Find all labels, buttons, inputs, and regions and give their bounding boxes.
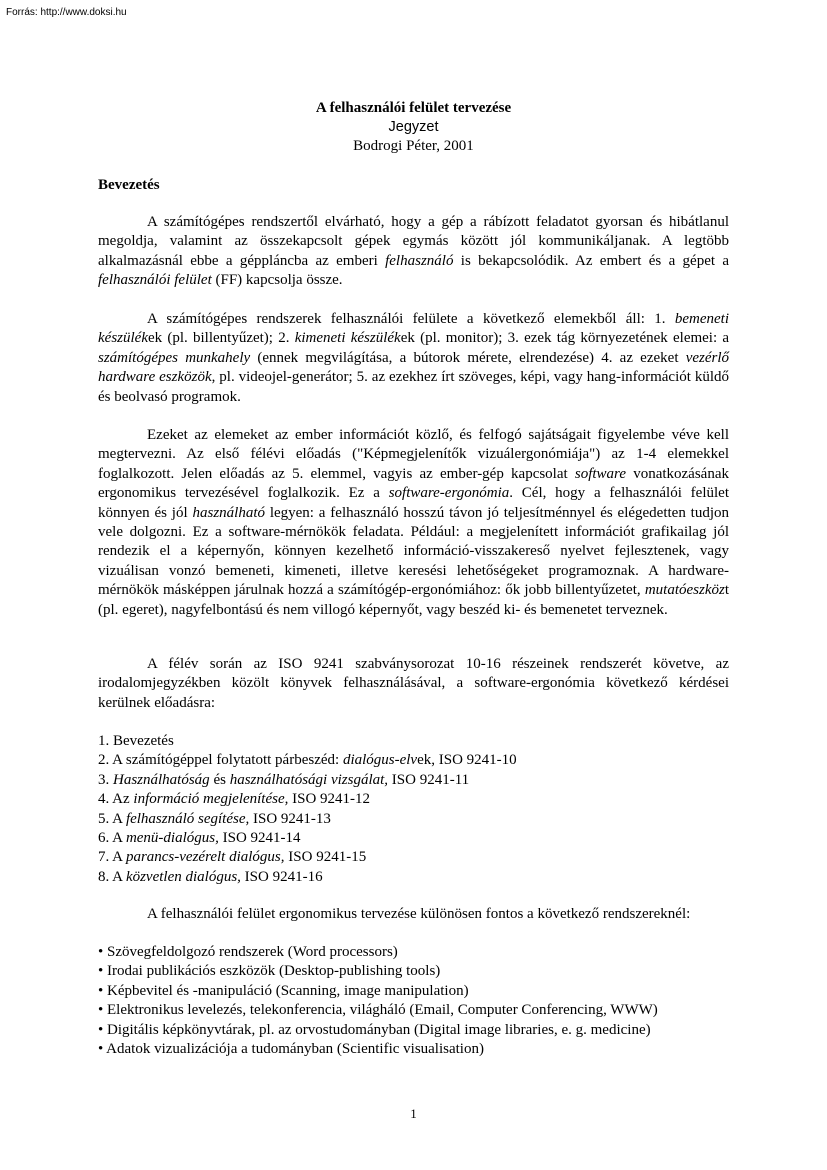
list-item: 8. A közvetlen dialógus, ISO 9241-16 xyxy=(98,868,323,885)
list-item: 3. Használhatóság és használhatósági vizsgálat, ISO 9241-11 xyxy=(98,771,470,788)
list-item: 1. Bevezetés xyxy=(98,733,174,749)
list-item: • Digitális képkönyvtárak, pl. az orvostudományban (Digital image libraries, e. g. medicine) xyxy=(98,1021,651,1038)
paragraph-4: A félév során az ISO 9241 szabványsorozat 10-16 részeinek rendszerét követve, az irodalomjegyzékben közölt könyvek felhasználásával, a software-ergonómia következő kérdései kerülnek előadásra: xyxy=(98,656,729,711)
section-heading: Bevezetés xyxy=(98,177,160,193)
systems-list xyxy=(98,943,729,1059)
list-item: 4. Az információ megjelenítése, ISO 9241-12 xyxy=(98,791,371,808)
list-item: • Szövegfeldolgozó rendszerek (Word processors) xyxy=(98,944,398,960)
document-title: A felhasználói felület tervezése xyxy=(315,100,512,116)
paragraph-1: A számítógépes rendszertől elvárható, hogy a gép a rábízott feladatot gyorsan és hibátlanul megoldja, valamint az összekapcsolt gépek egymás között jól kommunikáljanak. A legtöbb alkalmazásnál ebbe a géppláncba az emberi felhasználó is bekapcsolódik. Az embert és a gépet a felhasználói felület (FF) kapcsolja össze. xyxy=(98,214,729,289)
topic-list xyxy=(98,732,729,887)
list-item: 7. A parancs-vezérelt dialógus, ISO 9241-15 xyxy=(98,849,367,866)
document-subtitle: Jegyzet xyxy=(388,119,439,135)
list-item: 6. A menü-dialógus, ISO 9241-14 xyxy=(98,830,301,847)
list-item: • Adatok vizualizációja a tudományban (Scientific visualisation) xyxy=(98,1041,484,1058)
list-item: 5. A felhasználó segítése, ISO 9241-13 xyxy=(98,810,331,827)
list-item: 2. A számítógéppel folytatott párbeszéd: dialógus-elvek, ISO 9241-10 xyxy=(98,752,517,769)
list-item: • Irodai publikációs eszközök (Desktop-publishing tools) xyxy=(98,963,441,980)
page-number: 1 xyxy=(410,1106,417,1121)
paragraph-3: Ezeket az elemeket az ember információt közlő, és felfogó sajátságait figyelembe véve kell megtervezni. Az első félévi előadás ("Képmegjelenítők vizuálergonómiája") az 1-4 elemekkel foglalkozott. Jelen előadás az 5. elemmel, vagyis az ember-gép kapcsolat software vonatkozásának ergonomikus tervezésével foglalkozik. Ez a software-ergonómia. Cél, hogy a felhasználói felület könnyen és jól használható legyen: a felhasználó hosszú távon jó teljesítménnyel és elégedetten tudjon vele dolgozni. Ez a software-mérnökök feladata. Például: a megjelenített információt grafikailag jól rendezik el a képernyőn, könnyen kezelhető információ-visszakereső nyelvet fejlesztenek, vagy vizuálisan vonzó bemeneti, kimeneti, illetve keresési lehetőségeket programoznak. A hardware-mérnökök másképpen járulnak hozzá a számítógép-ergonómiához: ők jobb billentyűzetet, mutatóeszközt (pl. egeret), nagyfelbontású és nem villogó képernyőt, vagy beszéd ki- és bemenetet terveznek. xyxy=(98,427,729,618)
list-item: • Elektronikus levelezés, telekonferencia, világháló (Email, Computer Conferencing, WWW) xyxy=(98,1002,658,1019)
list-item: • Képbevitel és -manipuláció (Scanning, image manipulation) xyxy=(98,982,469,999)
source-url: Forrás: http://www.doksi.hu xyxy=(6,7,127,18)
paragraph-5: A felhasználói felület ergonomikus tervezése különösen fontos a következő rendszereknél: xyxy=(147,906,691,922)
document-author: Bodrogi Péter, 2001 xyxy=(353,138,474,154)
paragraph-2: A számítógépes rendszerek felhasználói felülete a következő elemekből áll: 1. bemeneti készülékek (pl. billentyűzet); 2. kimeneti készülékek (pl. monitor); 3. ezek tág környezetének elemei: a számítógépes munkahely (ennek megvilágítása, a bútorok mérete, elrendezése) 4. az ezeket vezérlő hardware eszközök, pl. videojel-generátor; 5. az ezekhez írt szöveges, képi, vagy hang-információt küldő és beolvasó programok. xyxy=(98,311,730,405)
